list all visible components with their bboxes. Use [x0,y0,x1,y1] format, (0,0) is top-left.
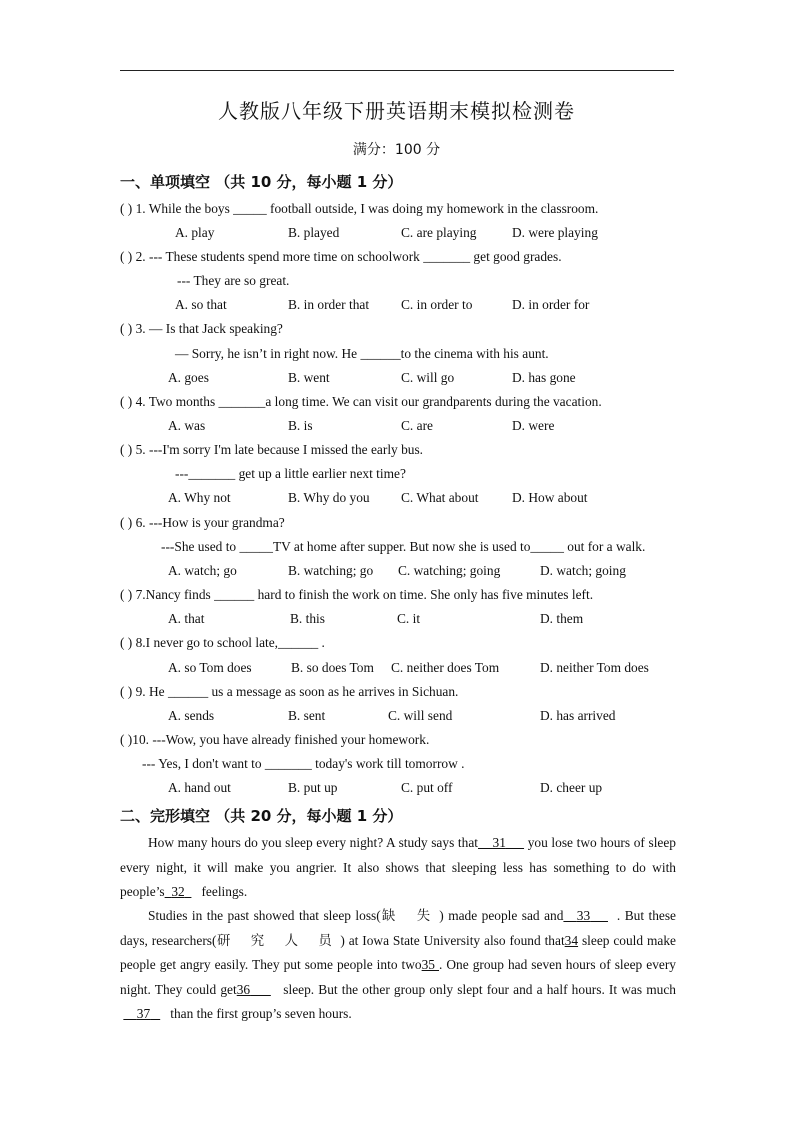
q8-option-b[interactable]: B. so does Tom [291,660,374,675]
q2-option-c[interactable]: C. in order to [401,297,473,312]
section2-heading: 二、完形填空 （共 20 分，每小题 1 分） [120,807,403,825]
blank-32[interactable]: 32 [171,884,185,899]
q6-option-d[interactable]: D. watch; going [540,563,626,578]
q3-stem: ( ) 3. — Is that Jack speaking? [120,321,283,336]
q5-option-b[interactable]: B. Why do you [288,490,370,505]
q6-option-c[interactable]: C. watching; going [398,563,501,578]
q10-option-c[interactable]: C. put off [401,780,453,795]
q3-option-a[interactable]: A. goes [168,370,209,385]
q1-option-b[interactable]: B. played [288,225,340,240]
q7-option-b[interactable]: B. this [290,611,325,626]
page-title: 人教版八年级下册英语期末模拟检测卷 [218,99,575,123]
q2-option-b[interactable]: B. in order that [288,297,370,312]
q4-option-c[interactable]: C. are [401,418,433,433]
section1-heading: 一、单项填空 （共 10 分，每小题 1 分） [120,173,403,191]
q5-option-c[interactable]: C. What about [401,490,479,505]
q10-option-a[interactable]: A. hand out [168,780,231,795]
q7-stem: ( ) 7.Nancy finds ______ hard to finish the work on time. She only has five minutes left. [120,587,594,602]
q9-stem: ( ) 9. He ______ us a message as soon as he arrives in Sichuan. [120,684,459,699]
q10-stem-line2: --- Yes, I don't want to _______ today's work till tomorrow . [142,756,465,771]
q2-option-d[interactable]: D. in order for [512,297,590,312]
q1-option-a[interactable]: A. play [175,225,215,240]
q9-option-d[interactable]: D. has arrived [540,708,616,723]
q4-option-a[interactable]: A. was [168,418,206,433]
q8-stem: ( ) 8.I never go to school late,______ . [120,635,325,650]
q1-option-d[interactable]: D. were playing [512,225,598,240]
q8-option-d[interactable]: D. neither Tom does [540,660,649,675]
q5-option-d[interactable]: D. How about [512,490,588,505]
cloze-paragraph-1: How many hours do you sleep every night? A study says that 31 you lose two hours of sleep every night, it will make you angrier. It also shows that sleeping less has something to do with people’s 32 feelings. [120,835,676,899]
q9-option-b[interactable]: B. sent [288,708,326,723]
q8-option-c[interactable]: C. neither does Tom [391,660,500,675]
q3-stem-line2: — Sorry, he isn’t in right now. He ______to the cinema with his aunt. [175,346,549,361]
q4-option-b[interactable]: B. is [288,418,313,433]
q3-option-b[interactable]: B. went [288,370,330,385]
blank-31[interactable]: 31 [492,835,506,850]
q10-stem: ( )10. ---Wow, you have already finished your homework. [120,732,430,747]
q9-option-a[interactable]: A. sends [168,708,215,723]
q7-option-d[interactable]: D. them [540,611,584,626]
q10-option-b[interactable]: B. put up [288,780,338,795]
q3-option-d[interactable]: D. has gone [512,370,576,385]
blank-37[interactable]: 37 [136,1006,151,1021]
top-rule [120,70,674,71]
blank-34[interactable]: 34 [564,932,579,948]
q4-stem: ( ) 4. Two months _______a long time. We can visit our grandparents during the vacation. [120,394,602,409]
q6-option-b[interactable]: B. watching; go [288,563,374,578]
q8-option-a[interactable]: A. so Tom does [168,660,252,675]
blank-35[interactable]: 35 [421,957,435,972]
q6-stem: ( ) 6. ---How is your grandma? [120,515,285,530]
q5-stem: ( ) 5. ---I'm sorry I'm late because I missed the early bus. [120,442,424,457]
q3-option-c[interactable]: C. will go [401,370,455,385]
q10-option-d[interactable]: D. cheer up [540,780,603,795]
q7-option-c[interactable]: C. it [397,611,421,626]
blank-33[interactable]: 33 [576,908,591,923]
q4-option-d[interactable]: D. were [512,418,555,433]
q1-stem: ( ) 1. While the boys _____ football outside, I was doing my homework in the classroom. [120,201,599,216]
q5-option-a[interactable]: A. Why not [168,490,231,505]
q9-option-c[interactable]: C. will send [388,708,453,723]
q2-stem: ( ) 2. --- These students spend more time on schoolwork _______ get good grades. [120,249,562,264]
q7-option-a[interactable]: A. that [168,611,205,626]
full-score: 满分：100 分 [352,142,441,158]
q6-stem-line2: ---She used to _____TV at home after supper. But now she is used to_____ out for a walk. [161,539,646,554]
cloze-paragraph-2: Studies in the past showed that sleep loss(缺 失) made people sad and 33 . But these days, researchers(研 究 人 员) at Iowa State University also found that34 sleep could make people get angry easily. They put some people into two35 . One group had seven hours of sleep every night. They could get36 sleep. But the other group only slept four and a half hours. It was much 37 than the first group’s seven hours. [120,908,677,1021]
q1-option-c[interactable]: C. are playing [401,225,477,240]
q5-stem-line2: ---_______ get up a little earlier next time? [175,466,406,481]
q6-option-a[interactable]: A. watch; go [168,563,237,578]
q2-stem-line2: --- They are so great. [177,273,290,288]
q2-option-a[interactable]: A. so that [175,297,227,312]
blank-36[interactable]: 36 [236,981,251,997]
